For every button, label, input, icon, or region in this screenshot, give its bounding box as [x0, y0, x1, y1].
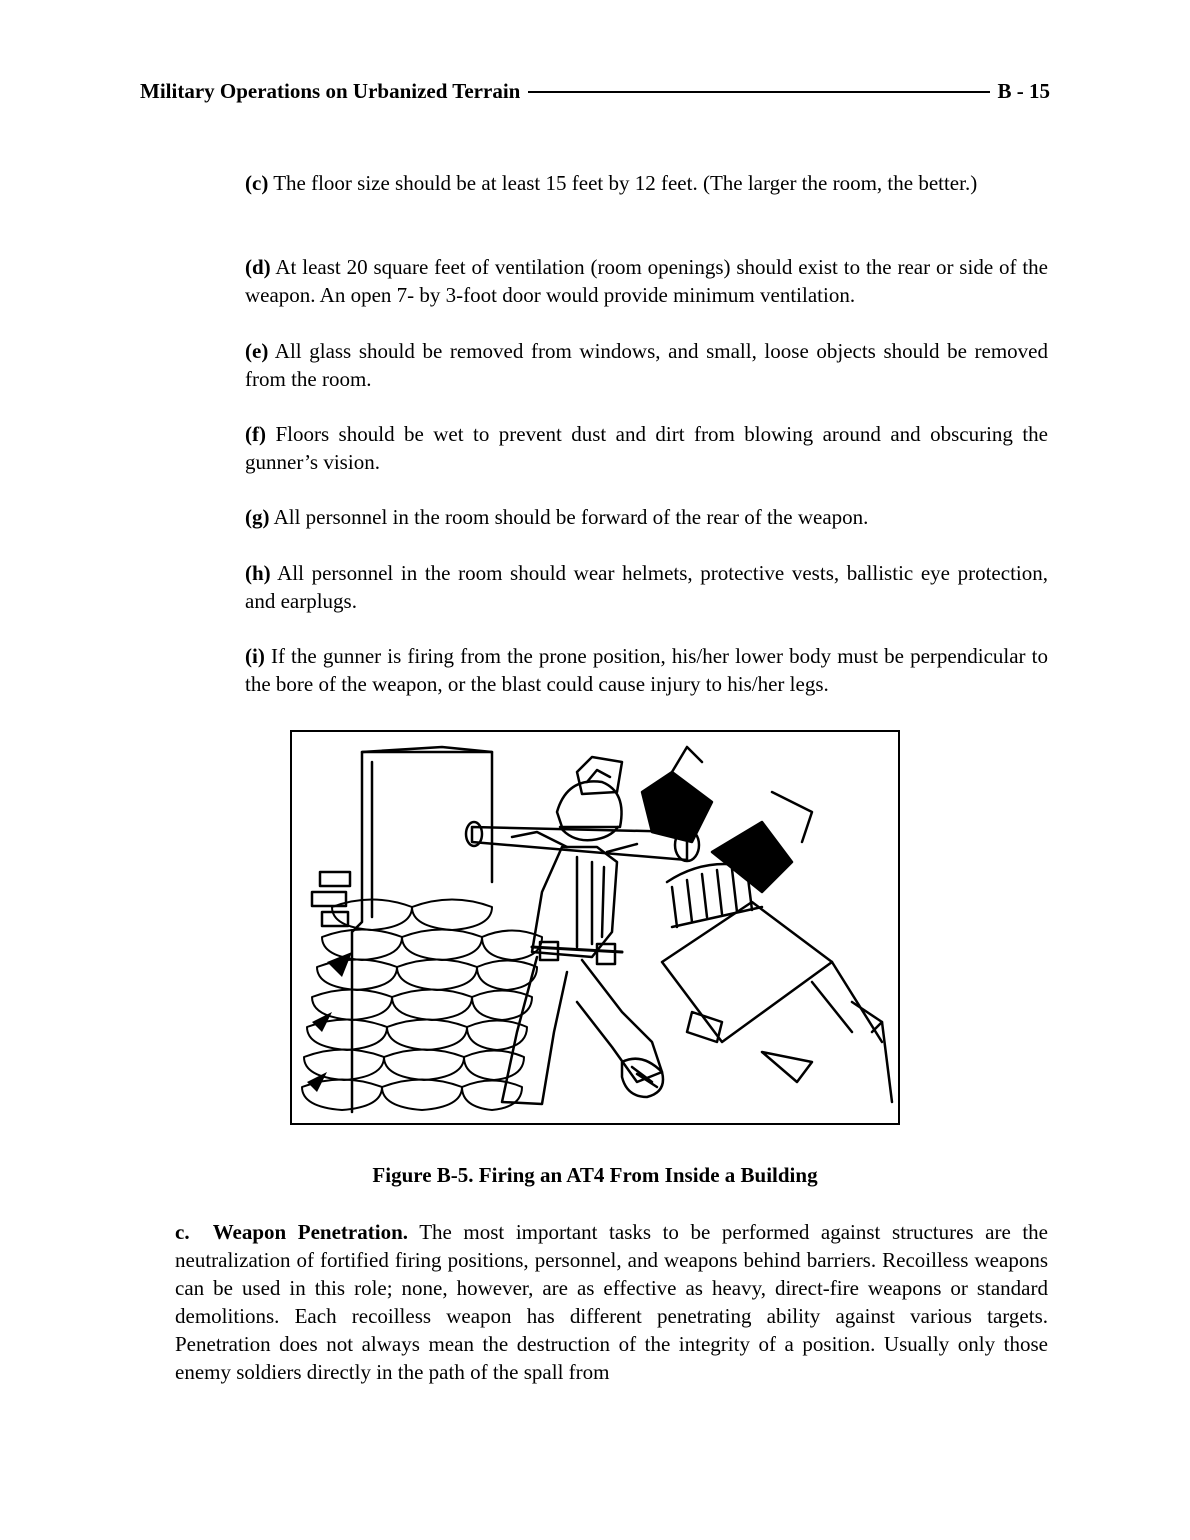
item-label: (h) — [245, 561, 271, 585]
item-label: (e) — [245, 339, 269, 363]
list-item — [245, 337, 1048, 393]
item-text: Floors should be wet to prevent dust and dirt from blowing around and obscuring the gunner’s vision. — [245, 422, 1049, 474]
item-text: All personnel in the room should be forward of the rear of the weapon. — [273, 505, 869, 529]
list-item — [245, 169, 1048, 197]
list-item — [245, 503, 1048, 531]
section-c-paragraph — [175, 1218, 1048, 1386]
list-item — [245, 420, 1048, 476]
item-text: If the gunner is firing from the prone position, his/her lower body must be perpendicular to the bore of the weapon, or the blast could cause injury to his/her legs. — [245, 644, 1048, 696]
item-text: All personnel in the room should wear helmets, protective vests, ballistic eye protection, and earplugs. — [245, 561, 1048, 613]
item-label: (d) — [245, 255, 271, 279]
item-text: The floor size should be at least 15 feet by 12 feet. (The larger the room, the better.) — [273, 171, 978, 195]
item-label: (g) — [245, 505, 270, 529]
header-rule — [528, 91, 989, 93]
running-header — [140, 76, 1050, 106]
figure-caption: Figure B-5. Firing an AT4 From Inside a Building — [372, 1163, 818, 1187]
page-number: B - 15 — [997, 78, 1050, 103]
header-title: Military Operations on Urbanized Terrain — [140, 78, 521, 103]
list-item — [245, 559, 1048, 615]
at4-firing-illustration — [292, 732, 898, 1123]
item-label: (f) — [245, 422, 266, 446]
section-heading: Weapon Penetration. — [212, 1220, 409, 1244]
item-label: (c) — [245, 171, 269, 195]
list-item — [245, 642, 1048, 698]
figure-frame — [290, 730, 900, 1125]
section-text: The most important tasks to be performed against structures are the neutralization of fortified firing positions, personnel, and weapons behind barriers. Recoilless weapons can be used in this role; none, however, are as effective as heavy, direct-fire weapons or standard demolitions. Each recoilless weapon has different penetrating ability against various targets. Penetration does not always mean the destruction of the integrity of a position. Usually only those enemy soldiers directly in the path of the spall from — [175, 1220, 1048, 1384]
item-label: (i) — [245, 644, 265, 668]
list-item — [245, 253, 1048, 309]
section-label: c. — [175, 1220, 190, 1244]
item-text: At least 20 square feet of ventilation (room openings) should exist to the rear or side of the weapon. An open 7- by 3-foot door would provide minimum ventilation. — [245, 255, 1049, 307]
item-text: All glass should be removed from windows, and small, loose objects should be removed from the room. — [245, 339, 1049, 391]
